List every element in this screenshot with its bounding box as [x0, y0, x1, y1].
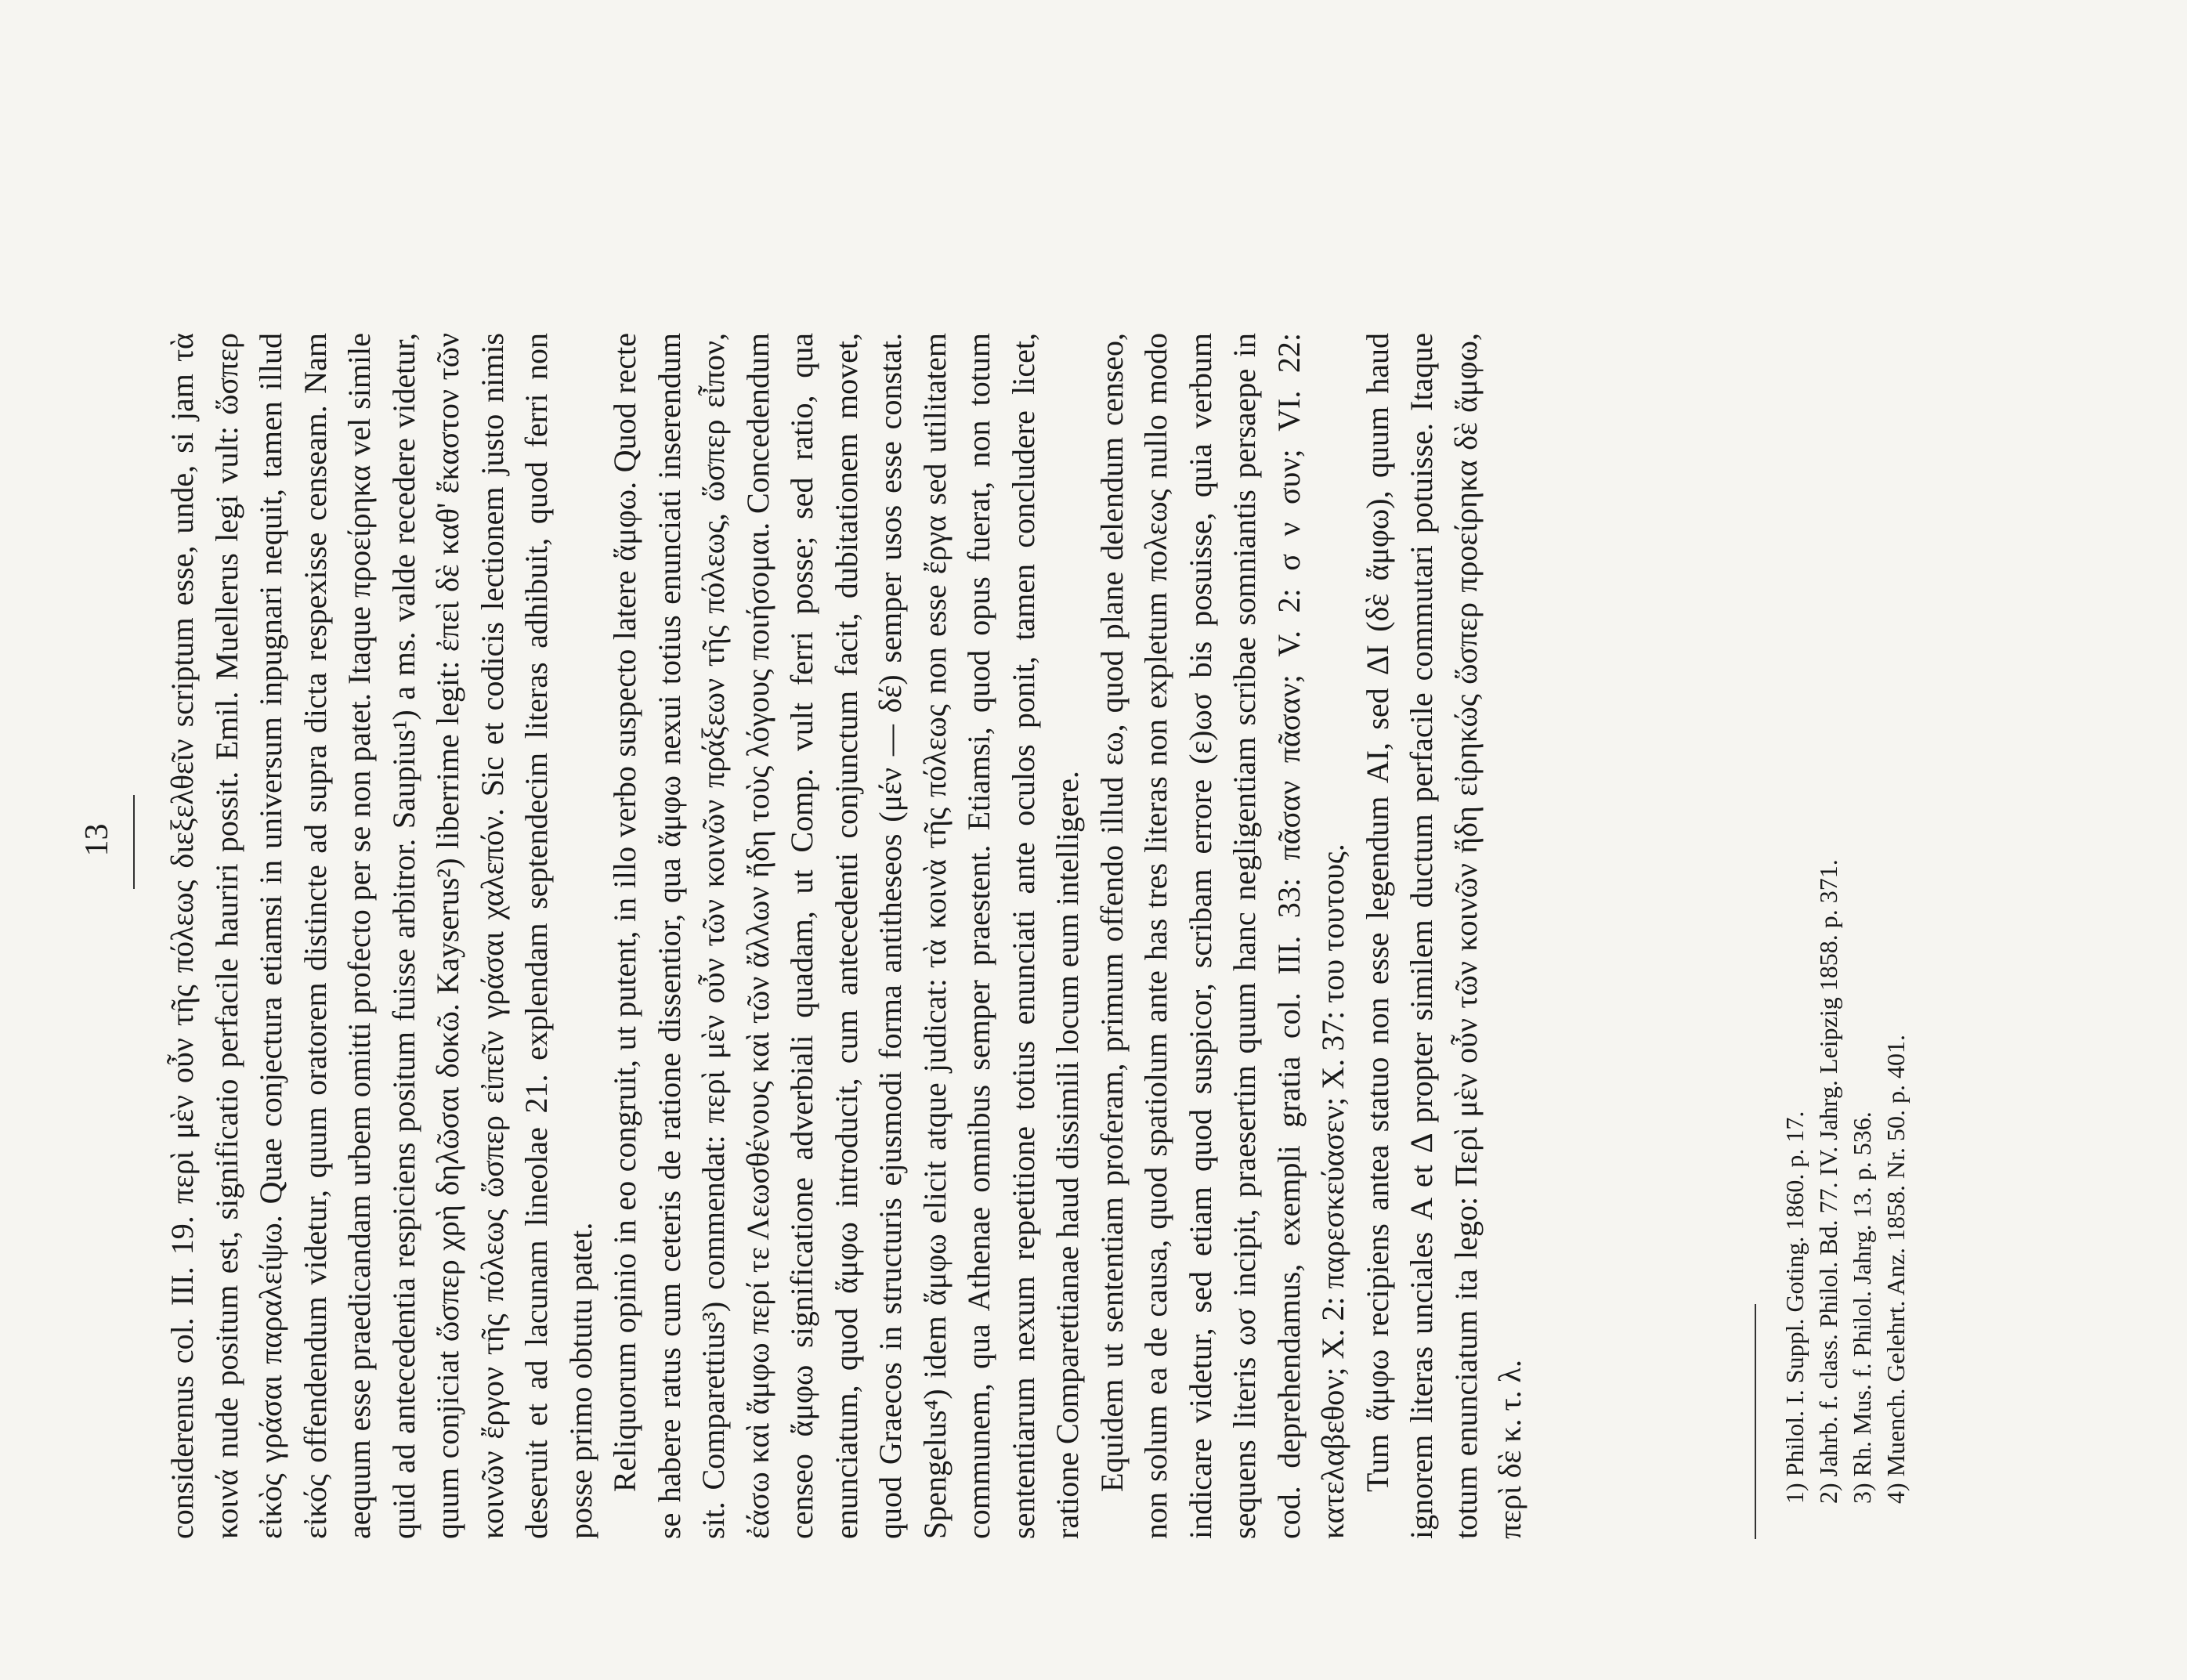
paragraph: Reliquorum opinio in eo congruit, ut putent, in illo verbo suspecto latere ἅμφω. Quod recte se habere ratus cum ceteris de ratione dissentior, qua ἅμφω nexui totius enunciati inserendum sit. Comparettius³) commendat: περὶ μὲν οὖν τῶν κοινῶν πράξεων τῆς πόλεως, ὥσπερ εἶπον, ἐάσω καὶ ἅμφω περί τε Λεωσθένους καὶ τῶν ἄλλων ἤδη τοὺς λόγους ποιήσομαι. Concedendum censeo ἅμφω significatione adverbiali quadam, ut Comp. vult ferri posse; sed ratio, qua enunciatum, quod ἅμφω introducit, cum antecedenti conjunctum facit, dubitationem movet, quod Graecos in structuris ejusmodi forma antitheseos (μέν — δέ) semper usos esse constat. Spengelus⁴) idem ἅμφω elicit atque judicat: τὰ κοινὰ τῆς πόλεως non esse ἔργα sed utilitatem communem, qua Athenae omnibus semper praestent. Etiamsi, quod opus fuerat, non totum sententiarum nexum repetitione totius enunciati ante oculos ponit, tamen concludere licet, ratione Comparettianae haud dissimili locum eum intelligere. [607, 333, 1085, 1539]
footnotes [1778, 364, 1913, 1539]
paragraph: Equidem ut sententiam proferam, primum offendo illud εω, quod plane delendum censeo, non solum ea de causa, quod spatiolum ante has tres literas non expletum πολεως nullo modo indicare videtur, sed etiam quod suspicor, scribam errore (ε)ωσ bis posuisse, quia verbum sequens literis ωσ incipit, praesertim quum hanc negligentiam scribae somniantis persaepe in cod. deprehendamus, exempli gratia col. III. 33: πᾶσαν πᾶσαν; V. 2: σ ν συν; VI. 22: κατελαβεθον; X. 2: παρεσκεύασεν; X. 37: του τουτους. [1094, 333, 1350, 1539]
footnote: 1) Philol. I. Suppl. Goting. 1860. p. 17. [1780, 1111, 1809, 1504]
body-text [161, 333, 2054, 1539]
footnote: 2) Jahrb. f. class. Philol. Bd. 77. IV. Jahrg. Leipzig 1858. p. 371. [1814, 859, 1842, 1504]
header-rule [133, 795, 135, 889]
footnote: 3) Rh. Mus. f. Philol. Jahrg. 13. p. 536. [1848, 1111, 1876, 1504]
paragraph: considerenus col. III. 19. περὶ μὲν οὖν τῆς πόλεως διεξελθεῖν scriptum esse, unde, si jam τὰ κοινά nude positum est, significatio perfacile hauriri possit. Emil. Muellerus legi vult: ὥσπερ εἰκὸς γράσαι παραλείψω. Quae conjectura etiamsi in universum inpugnari nequit, tamen illud εἰκός offendendum videtur, quum oratorem distincte ad supra dicta respexisse censeam. Nam aequum esse praedicandam urbem omitti profecto per se non patet. Itaque προείρηκα vel simile quid ad antecedentia respiciens positum fuisse arbitror. Saupius¹) a ms. valde recedere videtur, quum conjiciat ὥσπερ χρὴ δηλῶσαι δοκῶ. Kayserus²) liberrime legit: ἐπεὶ δὲ καθ' ἕκαστον τῶν κοινῶν ἔργον τῆς πόλεως ὥσπερ εἰπεῖν γράσαι χαλεπόν. Sic et codicis lectionem justo nimis deseruit et ad lacunam lineolae 21. explendam septendecim literas adhibuit, quod ferri non posse primo obtutu patet. [164, 333, 598, 1539]
page-number: 13 [79, 823, 115, 857]
footnote: 4) Muench. Gelehrt. Anz. 1858. Nr. 50. p. 401. [1882, 1034, 1910, 1504]
paragraph: Tum ἅμφω recipiens antea statuo non esse legendum ΑΙ, sed ΔΙ (δὲ ἅμφω), quum haud ignorem literas unciales Α et Δ propter similem ductum perfacile commutari potuisse. Itaque totum enunciatum ita lego: Περὶ μὲν οὖν τῶν κοινῶν ἤδη εἰρηκώς ὥσπερ προείρηκα δὲ ἅμφω, περὶ δὲ κ. τ. λ. [1359, 333, 1527, 1539]
footnote-rule [1755, 1304, 1756, 1539]
